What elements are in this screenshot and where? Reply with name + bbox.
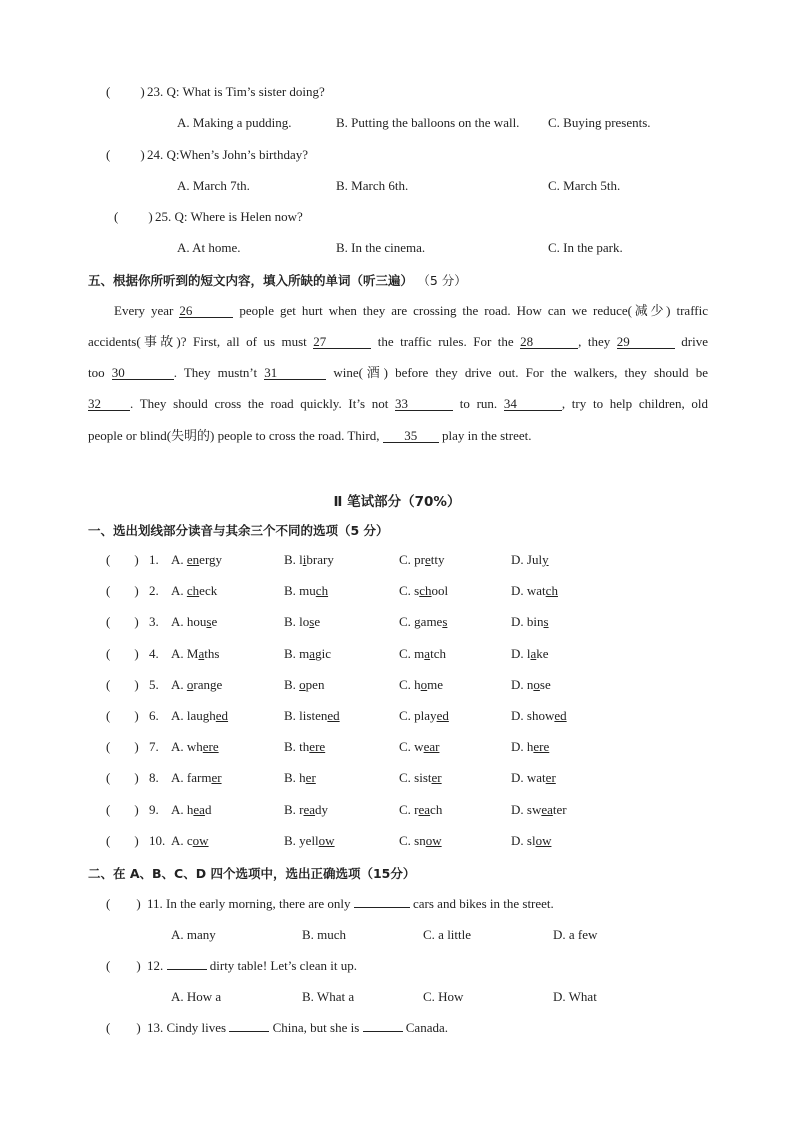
phonics-option-a [171, 583, 217, 599]
option-text: D. sl [511, 832, 536, 848]
option-25-c: C. In the park. [548, 240, 623, 255]
text: people get hurt when they are crossing the road. How can we reduce(减少) traffic [239, 303, 708, 318]
question-24 [147, 147, 308, 163]
underlined-letters: ere [533, 739, 550, 755]
answer-paren-5[interactable]: ( ) [106, 676, 139, 692]
phonics-option-b [284, 552, 334, 568]
option-text: A. [171, 676, 187, 692]
phonics-option-c [399, 583, 448, 599]
underlined-letters: o [186, 676, 194, 692]
phonics-option-b [284, 646, 331, 662]
option-text: C. m [399, 645, 425, 661]
option-text: dy [315, 801, 329, 817]
underlined-letters: ch [186, 583, 200, 599]
question-number: 13. [147, 1020, 164, 1035]
answer-paren-23[interactable] [106, 84, 145, 100]
underlined-letters: ow [535, 832, 552, 848]
underlined-letters: s [309, 614, 315, 630]
option-23-b: B. Putting the balloons on the wall. [336, 115, 520, 130]
text: , try to help children, old [561, 396, 709, 411]
phonics-option-d [511, 552, 549, 568]
text: . They mustn’t [173, 365, 258, 380]
underlined-letters: ea [303, 801, 316, 817]
option-text: D. wat [511, 583, 546, 599]
blank-26[interactable]: 26 [179, 304, 233, 318]
option-text: A. c [171, 832, 193, 848]
option-text: D. l [511, 645, 531, 661]
option-text: ch [430, 801, 443, 817]
underlined-letters: ed [215, 708, 229, 723]
option-24-a: A. March 7th. [177, 178, 250, 193]
phonics-option-b [284, 708, 340, 724]
text: , they [578, 334, 611, 349]
phonics-option-b [284, 739, 325, 755]
phonics-option-c [399, 770, 442, 786]
phonics-option-b [284, 677, 324, 693]
blank-12[interactable] [167, 969, 207, 970]
text: . They should cross the road quickly. It’s not [130, 396, 389, 411]
option-text: me [427, 676, 444, 692]
answer-paren-8[interactable]: ( ) [106, 770, 139, 786]
option-text: A. wh [171, 739, 203, 755]
underlined-letters: ea [418, 801, 431, 817]
phonics-option-d [511, 677, 551, 693]
blank-33[interactable]: 33 [395, 397, 453, 411]
option-text: ool [431, 583, 449, 599]
phonics-option-a [171, 552, 222, 568]
option-text: brary [306, 552, 334, 567]
phonics-option-c [399, 552, 445, 568]
phonics-option-c [399, 833, 442, 849]
underlined-letters: er [545, 770, 556, 786]
option-text: D. wat [511, 770, 546, 786]
option-text: B. th [284, 739, 310, 755]
option-text: d [204, 801, 212, 817]
phonics-number: 3. [149, 614, 159, 630]
underlined-letters: ear [423, 739, 440, 755]
option-text: range [193, 676, 223, 692]
phonics-option-a [171, 770, 222, 786]
phonics-option-d [511, 614, 549, 630]
choice-heading: 二、在 A、B、C、D 四个选项中，选出正确选项（15分） [88, 866, 416, 881]
underlined-letters: er [431, 770, 442, 786]
option-12-c: C. How [423, 989, 464, 1004]
option-text: B. h [284, 770, 306, 786]
phonics-option-d [511, 708, 567, 724]
question-number: 12. [147, 958, 164, 973]
phonics-option-d [511, 770, 556, 786]
phonics-option-a [171, 708, 228, 724]
answer-paren-3[interactable]: ( ) [106, 614, 139, 630]
phonics-option-a [171, 802, 211, 818]
question-text: Q: Where is Helen now? [174, 209, 303, 224]
paren-open: ( [106, 84, 111, 99]
phonics-option-c [399, 614, 447, 630]
blank-13a[interactable] [229, 1031, 269, 1032]
text: to run. [459, 396, 498, 411]
option-text: gic [315, 645, 331, 661]
phonics-number: 10. [149, 832, 166, 848]
option-11-c: C. a little [423, 927, 472, 942]
option-text: B. mu [284, 583, 316, 599]
option-text: C. r [399, 801, 419, 817]
phonics-option-d [511, 739, 549, 755]
phonics-option-c [399, 739, 439, 755]
question-text: Cindy lives [166, 1020, 227, 1035]
underlined-letters: ea [193, 801, 205, 817]
option-text: C. w [399, 739, 424, 755]
underlined-letters: ea [541, 801, 553, 817]
phonics-number: 7. [149, 739, 159, 755]
phonics-option-b [284, 583, 328, 599]
option-text: D. n [511, 676, 534, 692]
question-number: 24. [147, 147, 164, 162]
option-text: C. play [399, 708, 437, 723]
blank-13b[interactable] [363, 1031, 403, 1032]
paren-close: ) [148, 209, 153, 224]
underlined-letters: y [542, 552, 549, 567]
option-text: A. laugh [171, 708, 216, 723]
question-13 [147, 1020, 448, 1036]
underlined-letters: s [442, 614, 448, 630]
paren-open: ( [106, 147, 111, 162]
phonics-number: 4. [149, 645, 159, 661]
question-11 [147, 896, 554, 912]
underlined-letters: ere [309, 739, 326, 755]
phonics-option-a [171, 614, 217, 630]
option-text: ke [536, 645, 549, 661]
underlined-letters: ow [318, 832, 335, 848]
phonics-number: 9. [149, 801, 159, 817]
blank-28[interactable]: 28 [520, 335, 578, 349]
text: drive [681, 334, 709, 349]
answer-paren-7[interactable]: ( ) [106, 739, 139, 755]
option-25-b: B. In the cinema. [336, 240, 426, 255]
option-text: e [314, 614, 321, 630]
phonics-option-b [284, 770, 316, 786]
question-text: In the early morning, there are only [166, 896, 351, 911]
option-24-c: C. March 5th. [548, 178, 621, 193]
option-text: C. sist [399, 770, 432, 786]
phonics-option-c [399, 708, 449, 724]
text: accidents(事故)? First, all of us must [88, 334, 307, 349]
answer-paren-9[interactable]: ( ) [106, 801, 139, 817]
question-text: China, but she is [272, 1020, 360, 1035]
underlined-letters: en [186, 552, 200, 567]
blank-29[interactable]: 29 [617, 335, 675, 349]
answer-paren-13[interactable]: ( ) [106, 1020, 141, 1035]
phonics-number: 1. [149, 552, 159, 567]
section5-heading [88, 271, 467, 289]
option-23-a: A. Making a pudding. [177, 115, 292, 130]
paren-close: ) [140, 147, 145, 162]
text: the traffic rules. For the [377, 334, 514, 349]
option-text: D. Jul [511, 552, 543, 567]
phonics-option-d [511, 646, 549, 662]
text: Every year [114, 303, 174, 318]
answer-paren-1[interactable]: ( ) [106, 552, 139, 567]
option-text: D. bin [511, 614, 544, 630]
option-text: B. l [284, 552, 303, 567]
question-number: 23. [147, 84, 164, 99]
phonics-number: 5. [149, 676, 159, 692]
option-24-b: B. March 6th. [336, 178, 409, 193]
option-text: ths [204, 645, 220, 661]
phonics-option-c [399, 802, 442, 818]
option-text: B. m [284, 645, 310, 661]
paren-open: ( [114, 209, 119, 224]
question-text: Q:When’s John’s birthday? [166, 147, 309, 162]
phonics-heading: 一、选出划线部分读音与其余三个不同的选项（5 分） [88, 523, 389, 538]
option-11-a: A. many [171, 927, 216, 942]
blank-27[interactable]: 27 [313, 335, 371, 349]
answer-paren-2[interactable]: ( ) [106, 583, 139, 599]
text: too [88, 365, 105, 380]
passage-line-5 [88, 428, 708, 444]
underlined-letters: ere [202, 739, 219, 755]
option-11-b: B. much [302, 927, 347, 942]
option-text: C. sn [399, 832, 426, 848]
underlined-letters: o [533, 676, 540, 692]
paren-close: ) [140, 84, 145, 99]
option-11-d: D. a few [553, 927, 598, 942]
passage-line-4 [88, 396, 708, 412]
underlined-letters: ed [554, 708, 567, 723]
option-text: B. yell [284, 832, 319, 848]
answer-paren-12[interactable]: ( ) [106, 958, 141, 973]
answer-paren-24[interactable] [106, 147, 145, 163]
option-text: B. lo [284, 614, 310, 630]
question-text: Canada. [405, 1020, 448, 1035]
phonics-number: 2. [149, 583, 159, 599]
underlined-letters: ch [419, 583, 432, 599]
score-text: （5 分） [417, 273, 467, 288]
heading-text: 五、根据你所听到的短文内容，填入所缺的单词（听三遍） [88, 273, 414, 288]
option-text: C. game [399, 614, 443, 630]
underlined-letters: s [543, 614, 549, 630]
underlined-letters: a [198, 645, 205, 661]
phonics-option-b [284, 833, 335, 849]
option-text: B. [284, 676, 300, 692]
phonics-option-a [171, 739, 219, 755]
option-text: D. h [511, 739, 534, 755]
phonics-option-d [511, 583, 558, 599]
answer-paren-25[interactable] [114, 209, 153, 225]
passage-line-3 [88, 365, 708, 381]
underlined-letters: er [211, 770, 222, 786]
question-text: Q: What is Tim’s sister doing? [166, 84, 325, 99]
question-12 [147, 958, 357, 974]
option-text: tty [430, 552, 445, 567]
option-text: A. [171, 552, 187, 567]
option-12-a: A. How a [171, 989, 222, 1004]
text: people or blind(失明的) people to cross the road. Third, [88, 428, 380, 443]
option-text: A. [171, 583, 187, 599]
underlined-letters: o [420, 676, 428, 692]
question-25 [155, 209, 303, 225]
underlined-letters: a [530, 645, 537, 661]
underlined-letters: ed [327, 708, 340, 723]
question-number: 25. [155, 209, 172, 224]
option-text: ter [552, 801, 567, 817]
option-12-d: D. What [553, 989, 597, 1004]
phonics-option-a [171, 833, 209, 849]
question-text: cars and bikes in the street. [413, 896, 554, 911]
underlined-letters: o [299, 676, 306, 692]
option-text: B. r [284, 801, 304, 817]
phonics-option-d [511, 833, 551, 849]
option-text: ergy [199, 552, 223, 567]
option-text: C. h [399, 676, 421, 692]
passage-line-2 [88, 334, 708, 350]
option-text: eck [199, 583, 218, 599]
option-text: tch [430, 645, 446, 661]
option-23-c: C. Buying presents. [548, 115, 651, 130]
blank-35[interactable]: 35 [383, 429, 439, 443]
option-text: B. listen [284, 708, 328, 723]
option-text: pen [305, 676, 325, 692]
blank-32[interactable]: 32 [88, 397, 130, 411]
text: play in the street. [441, 428, 532, 443]
option-text: e [211, 614, 218, 630]
underlined-letters: ch [545, 583, 558, 599]
question-number: 11. [147, 896, 163, 911]
answer-paren-4[interactable]: ( ) [106, 645, 139, 661]
answer-paren-10[interactable]: ( ) [106, 832, 139, 848]
blank-34[interactable]: 34 [504, 397, 562, 411]
option-text: D. sw [511, 801, 542, 817]
answer-paren-11[interactable]: ( ) [106, 896, 141, 911]
blank-31[interactable]: 31 [264, 366, 326, 380]
option-25-a: A. At home. [177, 240, 241, 255]
phonics-number: 8. [149, 770, 159, 786]
underlined-letters: s [206, 614, 212, 630]
answer-paren-6[interactable]: ( ) [106, 708, 139, 723]
underlined-letters: ch [315, 583, 329, 599]
underlined-letters: i [302, 552, 307, 567]
underlined-letters: a [309, 645, 316, 661]
question-text: dirty table! Let’s clean it up. [209, 958, 358, 973]
question-23 [147, 84, 325, 100]
phonics-option-a [171, 646, 219, 662]
option-text: A. h [171, 801, 194, 817]
option-text: se [539, 676, 551, 692]
underlined-letters: a [424, 645, 431, 661]
option-text: C. pr [399, 552, 425, 567]
blank-11[interactable] [354, 907, 410, 908]
part2-title: Ⅱ 笔试部分（70%） [333, 494, 461, 510]
underlined-letters: er [305, 770, 316, 786]
option-12-b: B. What a [302, 989, 355, 1004]
option-text: A. hou [171, 614, 207, 630]
phonics-option-b [284, 614, 320, 630]
option-text: A. M [171, 645, 199, 661]
passage-line-1 [88, 303, 708, 319]
phonics-option-d [511, 802, 567, 818]
phonics-number: 6. [149, 708, 159, 723]
blank-30[interactable]: 30 [112, 366, 174, 380]
option-text: C. s [399, 583, 420, 599]
underlined-letters: e [425, 552, 431, 567]
option-text: A. farm [171, 770, 212, 786]
phonics-option-b [284, 802, 328, 818]
underlined-letters: ow [192, 832, 209, 848]
phonics-option-c [399, 646, 446, 662]
phonics-option-a [171, 677, 222, 693]
text: wine(酒) before they drive out. For the walkers, they should be [333, 365, 709, 380]
phonics-option-c [399, 677, 443, 693]
option-text: D. show [511, 708, 555, 723]
underlined-letters: ed [436, 708, 449, 723]
underlined-letters: ow [425, 832, 442, 848]
